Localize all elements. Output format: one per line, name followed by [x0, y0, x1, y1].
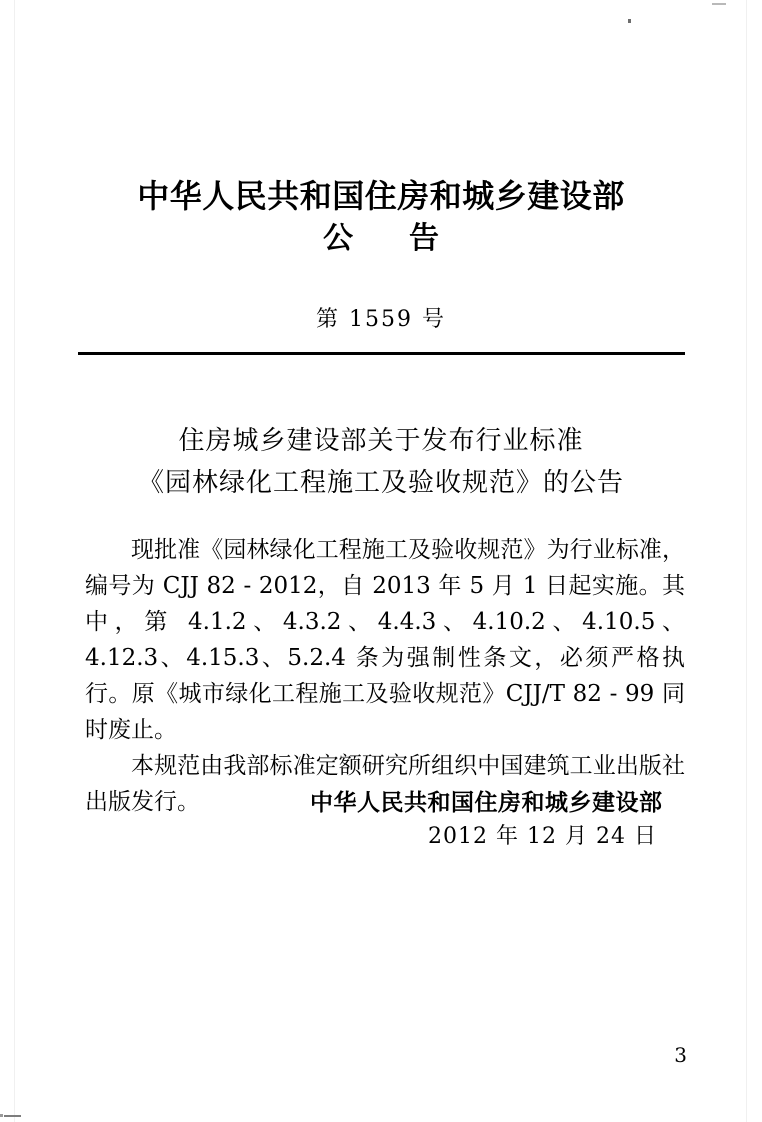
scan-artifact-bottom-corner	[0, 1114, 3, 1117]
page-edge-left	[14, 0, 15, 1122]
signature-block	[0, 786, 762, 854]
subject-line-1: 住房城乡建设部关于发布行业标准	[178, 426, 584, 456]
document-type-heading: 公告	[323, 221, 495, 256]
announcement-body	[85, 532, 685, 820]
header-divider-rule	[78, 352, 685, 355]
signature-organization: 中华人民共和国住房和城乡建设部	[310, 790, 663, 816]
scan-artifact-top-right	[712, 3, 726, 5]
page-number: 3	[674, 1043, 687, 1067]
scan-artifact-dot	[628, 19, 631, 23]
document-title: 中华人民共和国住房和城乡建设部	[137, 177, 625, 215]
scan-artifact-bottom	[4, 1115, 21, 1117]
page-edge-right	[746, 0, 747, 1122]
document-number: 第 1559 号	[316, 307, 446, 332]
subject-line-2: 《园林绿化工程施工及验收规范》的公告	[137, 468, 624, 498]
signature-date: 2012 年 12 月 24 日	[428, 824, 657, 849]
body-paragraph-2: 本规范由我部标准定额研究所组织中国建筑工业出版社出版发行。	[85, 753, 685, 815]
body-paragraph-1: 现批准《园林绿化工程施工及验收规范》为行业标准，编号为 CJJ 82 - 2012，自 2013 年 5 月 1 日起实施。其中，第 4.1.2、4.3.2、4.4.3、4.10.2、4.10.5、4.12.3、4.15.3、5.2.4 条为强制性条文，必须严格执行。原《城市绿化工程施工及验收规范》CJJ/T 82 - 99 同时废止。	[85, 537, 685, 743]
announcement-subject	[0, 420, 762, 504]
